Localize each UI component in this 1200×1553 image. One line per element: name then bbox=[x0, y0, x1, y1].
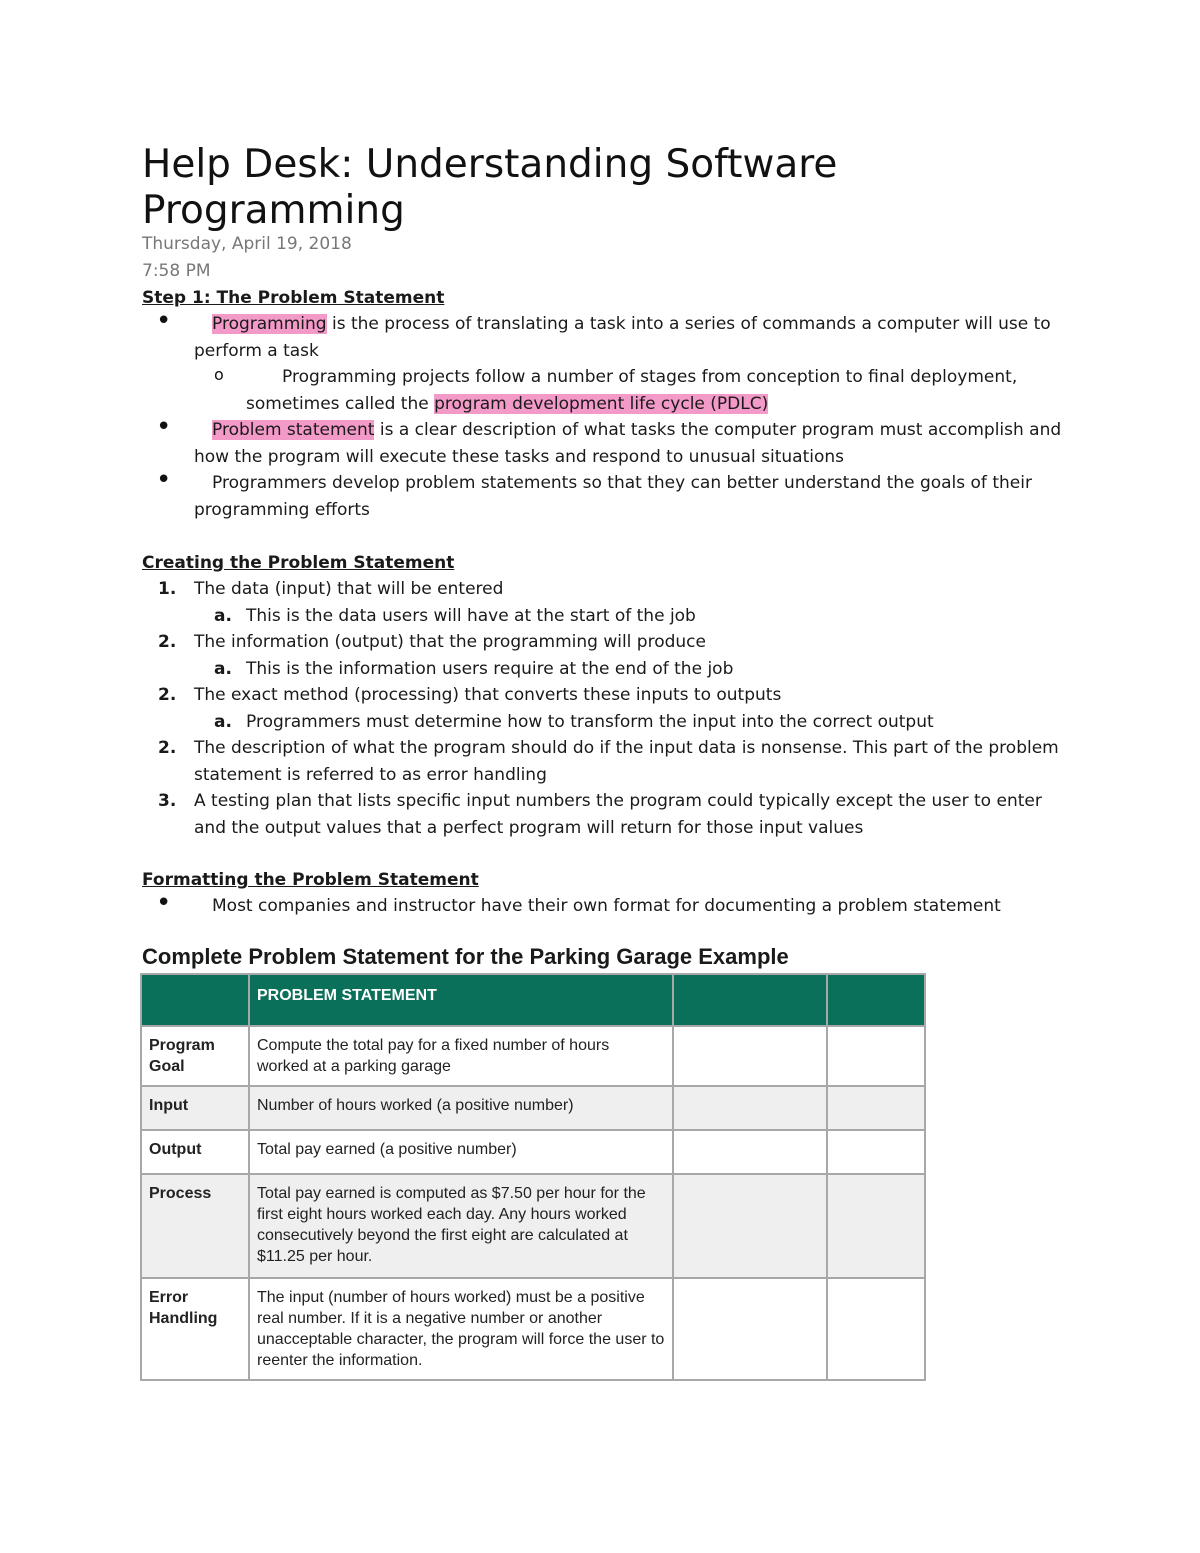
list-number: 2. bbox=[158, 632, 177, 652]
step1-bullet-list bbox=[142, 311, 1062, 523]
empty-cell bbox=[827, 1130, 925, 1174]
list-text: This is the data users will have at the start of the job bbox=[246, 605, 696, 626]
empty-cell bbox=[827, 1086, 925, 1130]
list-number: 2. bbox=[158, 685, 177, 705]
table-header-row bbox=[141, 974, 925, 1026]
header-cell-empty bbox=[141, 974, 249, 1026]
list-item bbox=[194, 364, 1062, 417]
list-text: The description of what the program should do if the input data is nonsense. This part of the problem statement is referred to as error handling bbox=[194, 738, 1059, 785]
list-item bbox=[142, 682, 1062, 735]
list-number: 3. bbox=[158, 791, 177, 811]
list-letter: a. bbox=[214, 605, 232, 626]
list-text: The exact method (processing) that converts these inputs to outputs bbox=[194, 685, 782, 705]
formatting-bullet-list bbox=[142, 893, 1062, 920]
empty-cell bbox=[673, 1174, 827, 1278]
row-label: Process bbox=[141, 1174, 249, 1278]
list-item bbox=[142, 735, 1062, 788]
list-letter: a. bbox=[214, 658, 232, 679]
creating-numbered-list bbox=[142, 576, 1062, 841]
table-row bbox=[141, 1086, 925, 1130]
row-value: Compute the total pay for a fixed number of hours worked at a parking garage bbox=[249, 1026, 673, 1086]
row-label: Input bbox=[141, 1086, 249, 1130]
table-row bbox=[141, 1174, 925, 1278]
highlighted-term: program development life cycle (PDLC) bbox=[434, 393, 769, 414]
list-item bbox=[142, 629, 1062, 682]
row-label: Error Handling bbox=[141, 1278, 249, 1380]
empty-cell bbox=[673, 1130, 827, 1174]
sub-list bbox=[194, 709, 1062, 736]
list-item bbox=[194, 709, 1062, 736]
bullet-text: Programming projects follow a number of stages from conception to final deployment, sometimes called the bbox=[246, 367, 1018, 414]
list-text: A testing plan that lists specific input numbers the program could typically except the user to enter and the output values that a perfect program will return for those input values bbox=[194, 791, 1042, 838]
note-date: Thursday, April 19, 2018 bbox=[142, 234, 352, 254]
sub-bullet-list bbox=[194, 364, 1062, 417]
problem-statement-table bbox=[140, 973, 926, 1381]
bullet-text: Most companies and instructor have their own format for documenting a problem statement bbox=[212, 896, 1001, 916]
highlighted-term: Programming bbox=[212, 314, 327, 334]
bullet-text: is the process of translating a task into a series of commands a computer will use to perform a task bbox=[194, 314, 1051, 361]
list-item bbox=[142, 576, 1062, 629]
step1-heading: Step 1: The Problem Statement bbox=[142, 288, 445, 308]
header-cell: PROBLEM STATEMENT bbox=[249, 974, 673, 1026]
list-item bbox=[142, 470, 1062, 523]
header-cell-empty bbox=[827, 974, 925, 1026]
list-text: This is the information users require at the end of the job bbox=[246, 658, 734, 679]
row-value: Total pay earned (a positive number) bbox=[249, 1130, 673, 1174]
list-text: The data (input) that will be entered bbox=[194, 579, 504, 599]
bullet-text: Programmers develop problem statements so that they can better understand the goals of their programming efforts bbox=[194, 473, 1032, 520]
bullet-text: is a clear description of what tasks the computer program must accomplish and how the program will execute these tasks and respond to unusual situations bbox=[194, 420, 1062, 467]
row-label: Program Goal bbox=[141, 1026, 249, 1086]
row-label: Output bbox=[141, 1130, 249, 1174]
table-row bbox=[141, 1026, 925, 1086]
header-cell-empty bbox=[673, 974, 827, 1026]
table-title: Complete Problem Statement for the Parking Garage Example bbox=[142, 944, 789, 969]
table-row bbox=[141, 1130, 925, 1174]
row-value: The input (number of hours worked) must be a positive real number. If it is a negative number or another unacceptable character, the program will force the user to reenter the information. bbox=[249, 1278, 673, 1380]
table-row bbox=[141, 1278, 925, 1380]
list-item bbox=[194, 656, 1062, 683]
empty-cell bbox=[827, 1278, 925, 1380]
list-letter: a. bbox=[214, 711, 232, 732]
empty-cell bbox=[673, 1086, 827, 1130]
list-item bbox=[142, 893, 1062, 920]
empty-cell bbox=[673, 1278, 827, 1380]
list-item bbox=[142, 417, 1062, 470]
note-time: 7:58 PM bbox=[142, 261, 211, 281]
creating-heading: Creating the Problem Statement bbox=[142, 553, 455, 573]
formatting-heading: Formatting the Problem Statement bbox=[142, 870, 479, 890]
row-value: Number of hours worked (a positive number) bbox=[249, 1086, 673, 1130]
sub-list bbox=[194, 656, 1062, 683]
highlighted-term: Problem statement bbox=[212, 420, 375, 440]
list-text: Programmers must determine how to transform the input into the correct output bbox=[246, 711, 934, 732]
sub-list bbox=[194, 603, 1062, 630]
empty-cell bbox=[673, 1026, 827, 1086]
list-item bbox=[142, 788, 1062, 841]
list-number: 2. bbox=[158, 738, 177, 758]
empty-cell bbox=[827, 1174, 925, 1278]
list-text: The information (output) that the programming will produce bbox=[194, 632, 706, 652]
page-title: Help Desk: Understanding Software Programming bbox=[142, 142, 838, 233]
list-number: 1. bbox=[158, 579, 177, 599]
empty-cell bbox=[827, 1026, 925, 1086]
row-value: Total pay earned is computed as $7.50 per hour for the first eight hours worked each day. Any hours worked consecutively beyond the first eight are calculated at $11.25 per hour. bbox=[249, 1174, 673, 1278]
list-item bbox=[142, 311, 1062, 417]
list-item bbox=[194, 603, 1062, 630]
